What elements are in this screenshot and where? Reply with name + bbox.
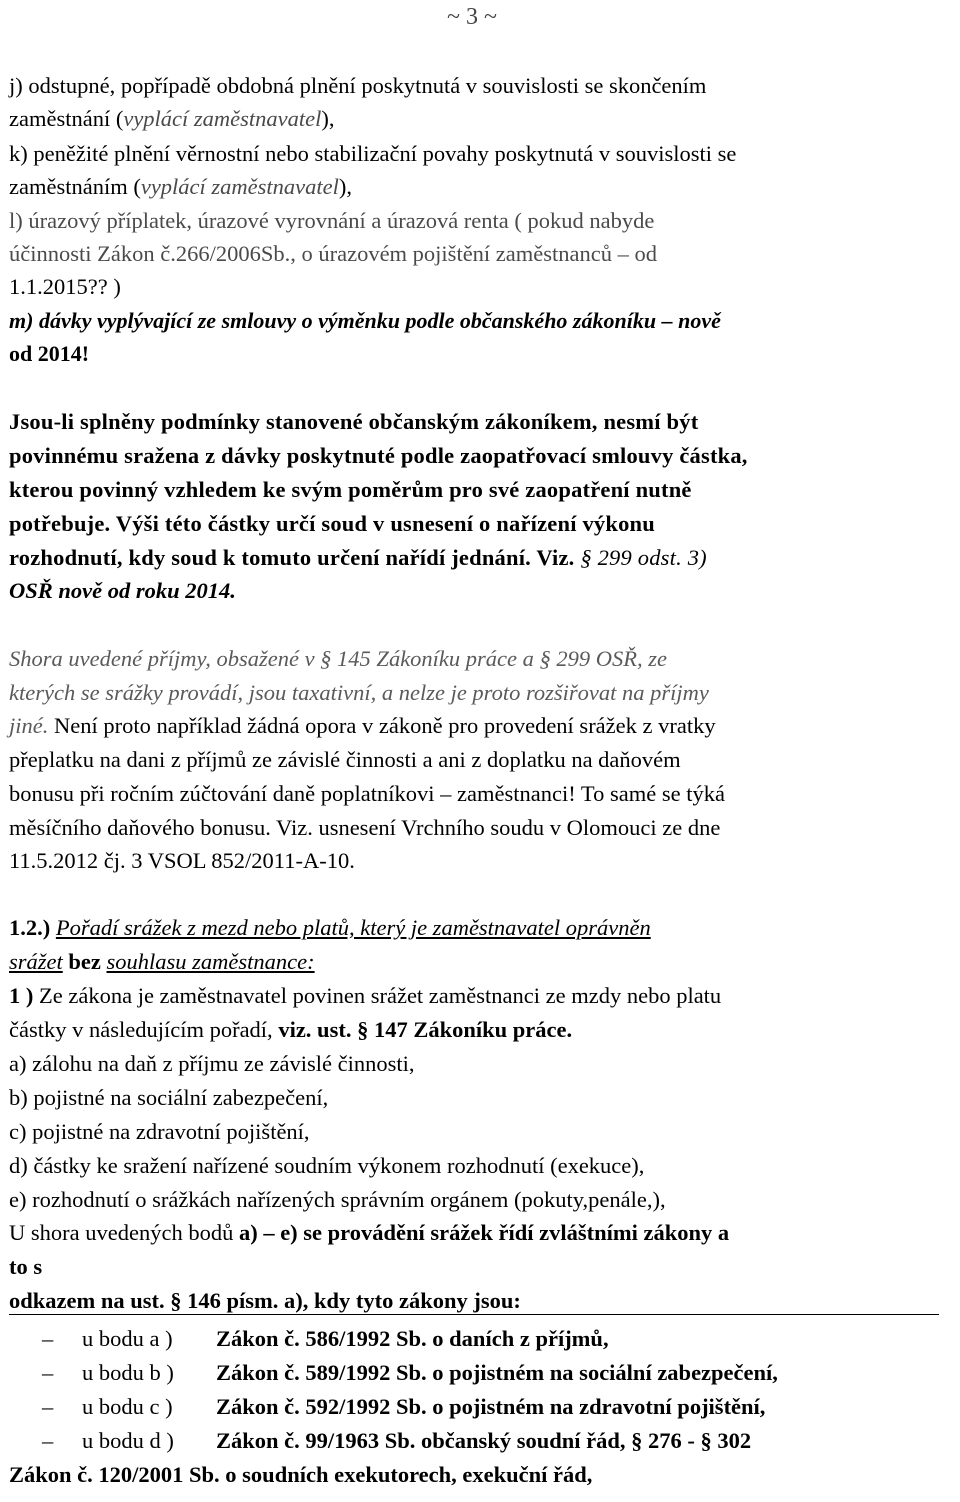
order-item-a: a) zálohu na daň z příjmu ze závislé činnosti, [9,1051,415,1076]
last-law-line: Zákon č. 120/2001 Sb. o soudních exekutorech, exekuční řád, [9,1462,593,1487]
item-j-line1: j) odstupné, popřípadě obdobná plnění poskytnutá v souvislosti se skončením [9,73,707,98]
rule-line3: odkazem na ust. § 146 písm. a), kdy tyto zákony jsou: [9,1288,521,1313]
order-item-c: c) pojistné na zdravotní pojištění, [9,1119,310,1144]
item-j-line2: zaměstnání (vyplácí zaměstnavatel), [9,106,335,131]
section-heading-line1: 1.2.) Pořadí srážek z mezd nebo platů, který je zaměstnavatel oprávněn [9,915,651,940]
item-l-line2: účinnosti Zákon č.266/2006Sb., o úrazovém pojištění zaměstnanců – od [9,241,657,266]
tax-paragraph-line3: jiné. Není proto například žádná opora v zákoně pro provedení srážek z vratky [9,713,716,738]
page-number: ~ 3 ~ [447,4,497,30]
item-k-line2: zaměstnáním (vyplácí zaměstnavatel), [9,174,353,199]
item-m-line2: od 2014! [9,341,90,366]
tax-paragraph-line1: Shora uvedené příjmy, obsažené v § 145 Zákoníku práce a § 299 OSŘ, ze [9,646,668,671]
law-row: – u bodu a ) Zákon č. 586/1992 Sb. o daních z příjmů, [42,1326,609,1351]
tax-paragraph-line6: měsíčního daňového bonusu. Viz. usnesení Vrchního soudu v Olomouci ze dne [9,815,721,840]
rule-line1: U shora uvedených bodů a) – e) se provádění srážek řídí zvláštními zákony a [9,1220,730,1245]
item-l-line1: l) úrazový příplatek, úrazové vyrovnání a úrazová renta ( pokud nabyde [9,208,655,233]
item-k-line1: k) peněžité plnění věrnostní nebo stabilizační povahy poskytnutá v souvislosti se [9,141,737,166]
law-row: – u bodu c ) Zákon č. 592/1992 Sb. o pojistném na zdravotní pojištění, [42,1394,766,1419]
tax-paragraph-line4: přeplatku na dani z příjmů ze závislé činnosti a ani z doplatku na daňovém [9,747,681,772]
section-p2: částky v následujícím pořadí, viz. ust. § 147 Zákoníku práce. [9,1017,573,1042]
bold-paragraph-line3: kterou povinný vzhledem ke svým poměrům pro své zaopatření nutně [9,477,692,502]
bold-paragraph-line5: rozhodnutí, kdy soud k tomuto určení nařídí jednání. Viz. § 299 odst. 3) [9,545,707,570]
tax-paragraph-line7: 11.5.2012 čj. 3 VSOL 852/2011-A-10. [9,848,355,873]
bold-paragraph-line4: potřebuje. Výši této částky určí soud v usnesení o nařízení výkonu [9,511,655,536]
item-m-line1: m) dávky vyplývající ze smlouvy o výměnku podle občanského zákoníku – nově [9,308,721,333]
order-item-b: b) pojistné na sociální zabezpečení, [9,1085,329,1110]
order-item-d: d) částky ke sražení nařízené soudním výkonem rozhodnutí (exekuce), [9,1153,645,1178]
order-item-e: e) rozhodnutí o srážkách nařízených správním orgánem (pokuty,penále,), [9,1187,666,1212]
rule-line2: to s [9,1254,43,1279]
law-row: – u bodu b ) Zákon č. 589/1992 Sb. o pojistném na sociální zabezpečení, [42,1360,778,1385]
tax-paragraph-line2: kterých se srážky provádí, jsou taxativní, a nelze je proto rozšiřovat na příjmy [9,680,709,705]
section-p1: 1 ) Ze zákona je zaměstnavatel povinen srážet zaměstnanci ze mzdy nebo platu [9,983,722,1008]
section-heading-line2: srážet bez souhlasu zaměstnance: [9,949,315,974]
bold-paragraph-line6: OSŘ nově od roku 2014. [9,578,236,603]
item-l-line3: 1.1.2015?? ) [9,274,121,299]
bold-paragraph-line1: Jsou-li splněny podmínky stanovené občanským zákoníkem, nesmí být [9,409,699,434]
bold-paragraph-line2: povinnému sražena z dávky poskytnuté podle zaopatřovací smlouvy částka, [9,443,748,468]
tax-paragraph-line5: bonusu při ročním zúčtování daně poplatníkovi – zaměstnanci! To samé se týká [9,781,725,806]
law-row: – u bodu d ) Zákon č. 99/1963 Sb. občanský soudní řád, § 276 - § 302 [42,1428,752,1453]
divider [9,1314,939,1315]
